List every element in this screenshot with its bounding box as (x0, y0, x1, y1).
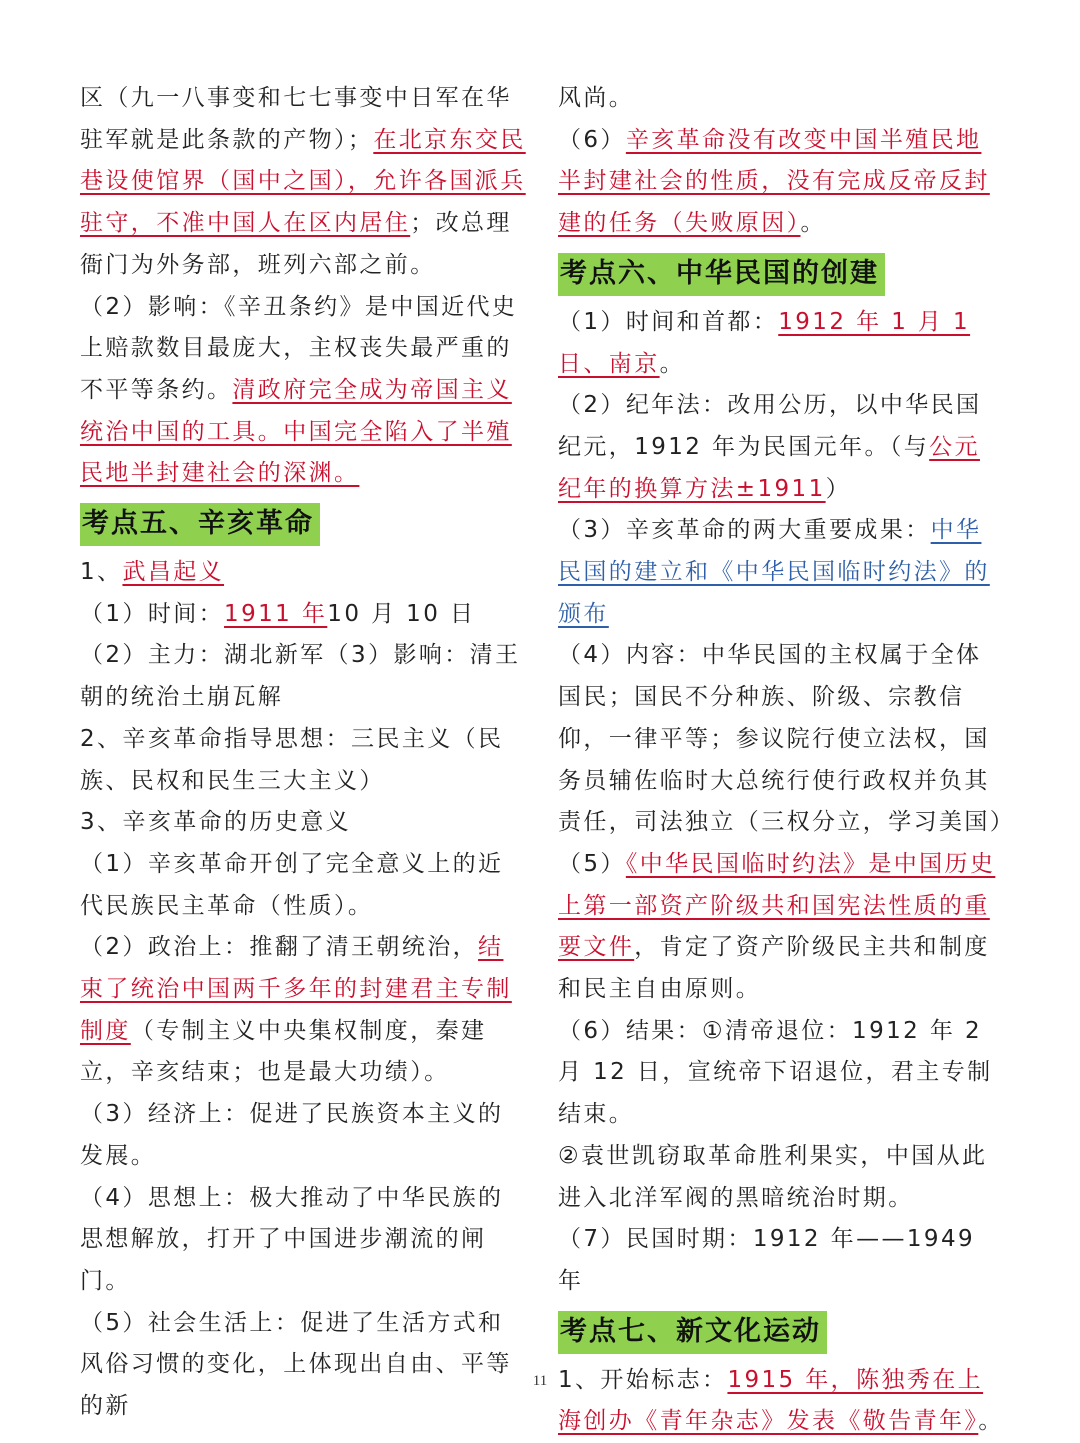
paragraph (558, 844, 1004, 1011)
text-run: 区（九一八事变和七七事变中日军在华驻军就是此条款的产物）； (80, 85, 512, 153)
paragraph: 3、辛亥革命的历史意义 (80, 809, 352, 836)
text-run: 1、 (80, 559, 123, 586)
paragraph: （6）结果：①清帝退位：1912 年 2 月 12 日，宣统帝下诏退位，君主专制结束。 (558, 1017, 993, 1128)
paragraph (80, 78, 526, 287)
paragraph: （7）民国时期：1912 年——1949 年 (558, 1226, 976, 1294)
paragraph (80, 287, 526, 496)
paragraph (558, 385, 1004, 510)
highlight-red: 1911 年 (224, 600, 328, 627)
paragraph (80, 927, 526, 1094)
text-run: （5） (558, 850, 626, 877)
text-run: （1）时间： (80, 600, 225, 627)
text-run: 。 (978, 1408, 1004, 1435)
right-column (558, 78, 1016, 1443)
text-run: （2）影响：《辛丑条约》是中国近代史上赔款数目最庞大，主权丧失最严重的不平等条约。 (80, 293, 518, 403)
section-heading-6: 考点六、中华民国的创建 (558, 253, 885, 296)
text-run: （2）纪年法：改用公历，以中华民国纪元，1912 年为民国元年。（与 (558, 392, 982, 460)
paragraph: 风尚。 (558, 85, 635, 111)
paragraph (80, 594, 526, 719)
text-run: 。 (659, 350, 686, 377)
paragraph (558, 120, 1004, 245)
text-run: ，肯定了资产阶级民主共和制度和民主自由原则。 (558, 934, 990, 1003)
text-run: 10 月 10 日（2）主力：湖北新军（3）影响：清王朝的统治土崩瓦解 (80, 600, 521, 711)
left-column (80, 78, 526, 1428)
section-heading-5: 考点五、辛亥革命 (80, 503, 320, 546)
paragraph: （3）经济上：促进了民族资本主义的发展。 (80, 1101, 504, 1169)
paragraph: （1）辛亥革命开创了完全意义上的近代民族民主革命（性质）。 (80, 850, 504, 919)
text-run: （3）辛亥革命的两大重要成果： (558, 517, 931, 544)
text-run: ） (825, 475, 852, 502)
highlight-red: 武昌起义 (122, 559, 225, 586)
paragraph: （5）社会生活上：促进了生活方式和风俗习惯的变化，上体现出自由、平等的新 (80, 1309, 512, 1420)
paragraph (558, 302, 1004, 385)
highlight-red: 辛亥革命没有改变中国半殖民地半封建社会的性质，没有完成反帝反封建的任务（失败原因） (558, 126, 990, 237)
paragraph: 2、辛亥革命指导思想：三民主义（民族、民权和民生三大主义） (80, 725, 504, 794)
text-run: 。 (800, 210, 826, 237)
highlight-red: 结束了统治中国两千多年的封建君主专制制度 (80, 934, 512, 1044)
text-run: （6） (558, 126, 626, 153)
text-run: （1）时间和首都： (558, 308, 779, 335)
paragraph (558, 510, 1004, 635)
highlight-red: 1915 年，陈独秀在上海创办《青年杂志》发表《敬告青年》 (558, 1366, 984, 1435)
paragraph: ②袁世凯窃取革命胜利果实，中国从此进入北洋军阀的黑暗统治时期。 (558, 1142, 988, 1211)
paragraph: （4）思想上：极大推动了中华民族的思想解放，打开了中国进步潮流的闸门。 (80, 1184, 504, 1294)
highlight-red: 1912 年 1 月 1 日、南京 (558, 308, 971, 377)
page-number: 11 (532, 1373, 548, 1389)
paragraph (80, 552, 526, 594)
highlight-red: 《中华民国临时约法》是中国历史上第一部资产阶级共和国宪法性质的重要文件 (558, 850, 996, 961)
highlight-red: 在北京东交民巷设使馆界（国中之国），允许各国派兵驻守，不准中国人在区内居住 (80, 126, 526, 237)
highlight-red: 公元纪年的换算方法±1911 (558, 433, 980, 502)
text-run: ；改总理衙门为外务部，班列六部之前。 (80, 210, 512, 278)
text-run: （专制主义中央集权制度，秦建立，辛亥结束；也是最大功绩）。 (80, 1017, 487, 1086)
text-run: 1、开始标志： (558, 1366, 728, 1393)
paragraph: （4）内容：中华民国的主权属于全体国民；国民不分种族、阶级、宗教信仰，一律平等；参议院行使立法权，国务员辅佐临时大总统行使行政权并负其责任，司法独立（三权分立，学习美国） (558, 642, 1016, 836)
section-heading-7: 考点七、新文化运动 (558, 1311, 827, 1354)
highlight-red: 清政府完全成为帝国主义统治中国的工具。中国完全陷入了半殖民地半封建社会的深渊。 (80, 376, 512, 487)
text-run: （2）政治上：推翻了清王朝统治， (80, 934, 479, 961)
highlight-blue: 中华民国的建立和《中华民国临时约法》的颁布 (558, 517, 990, 627)
